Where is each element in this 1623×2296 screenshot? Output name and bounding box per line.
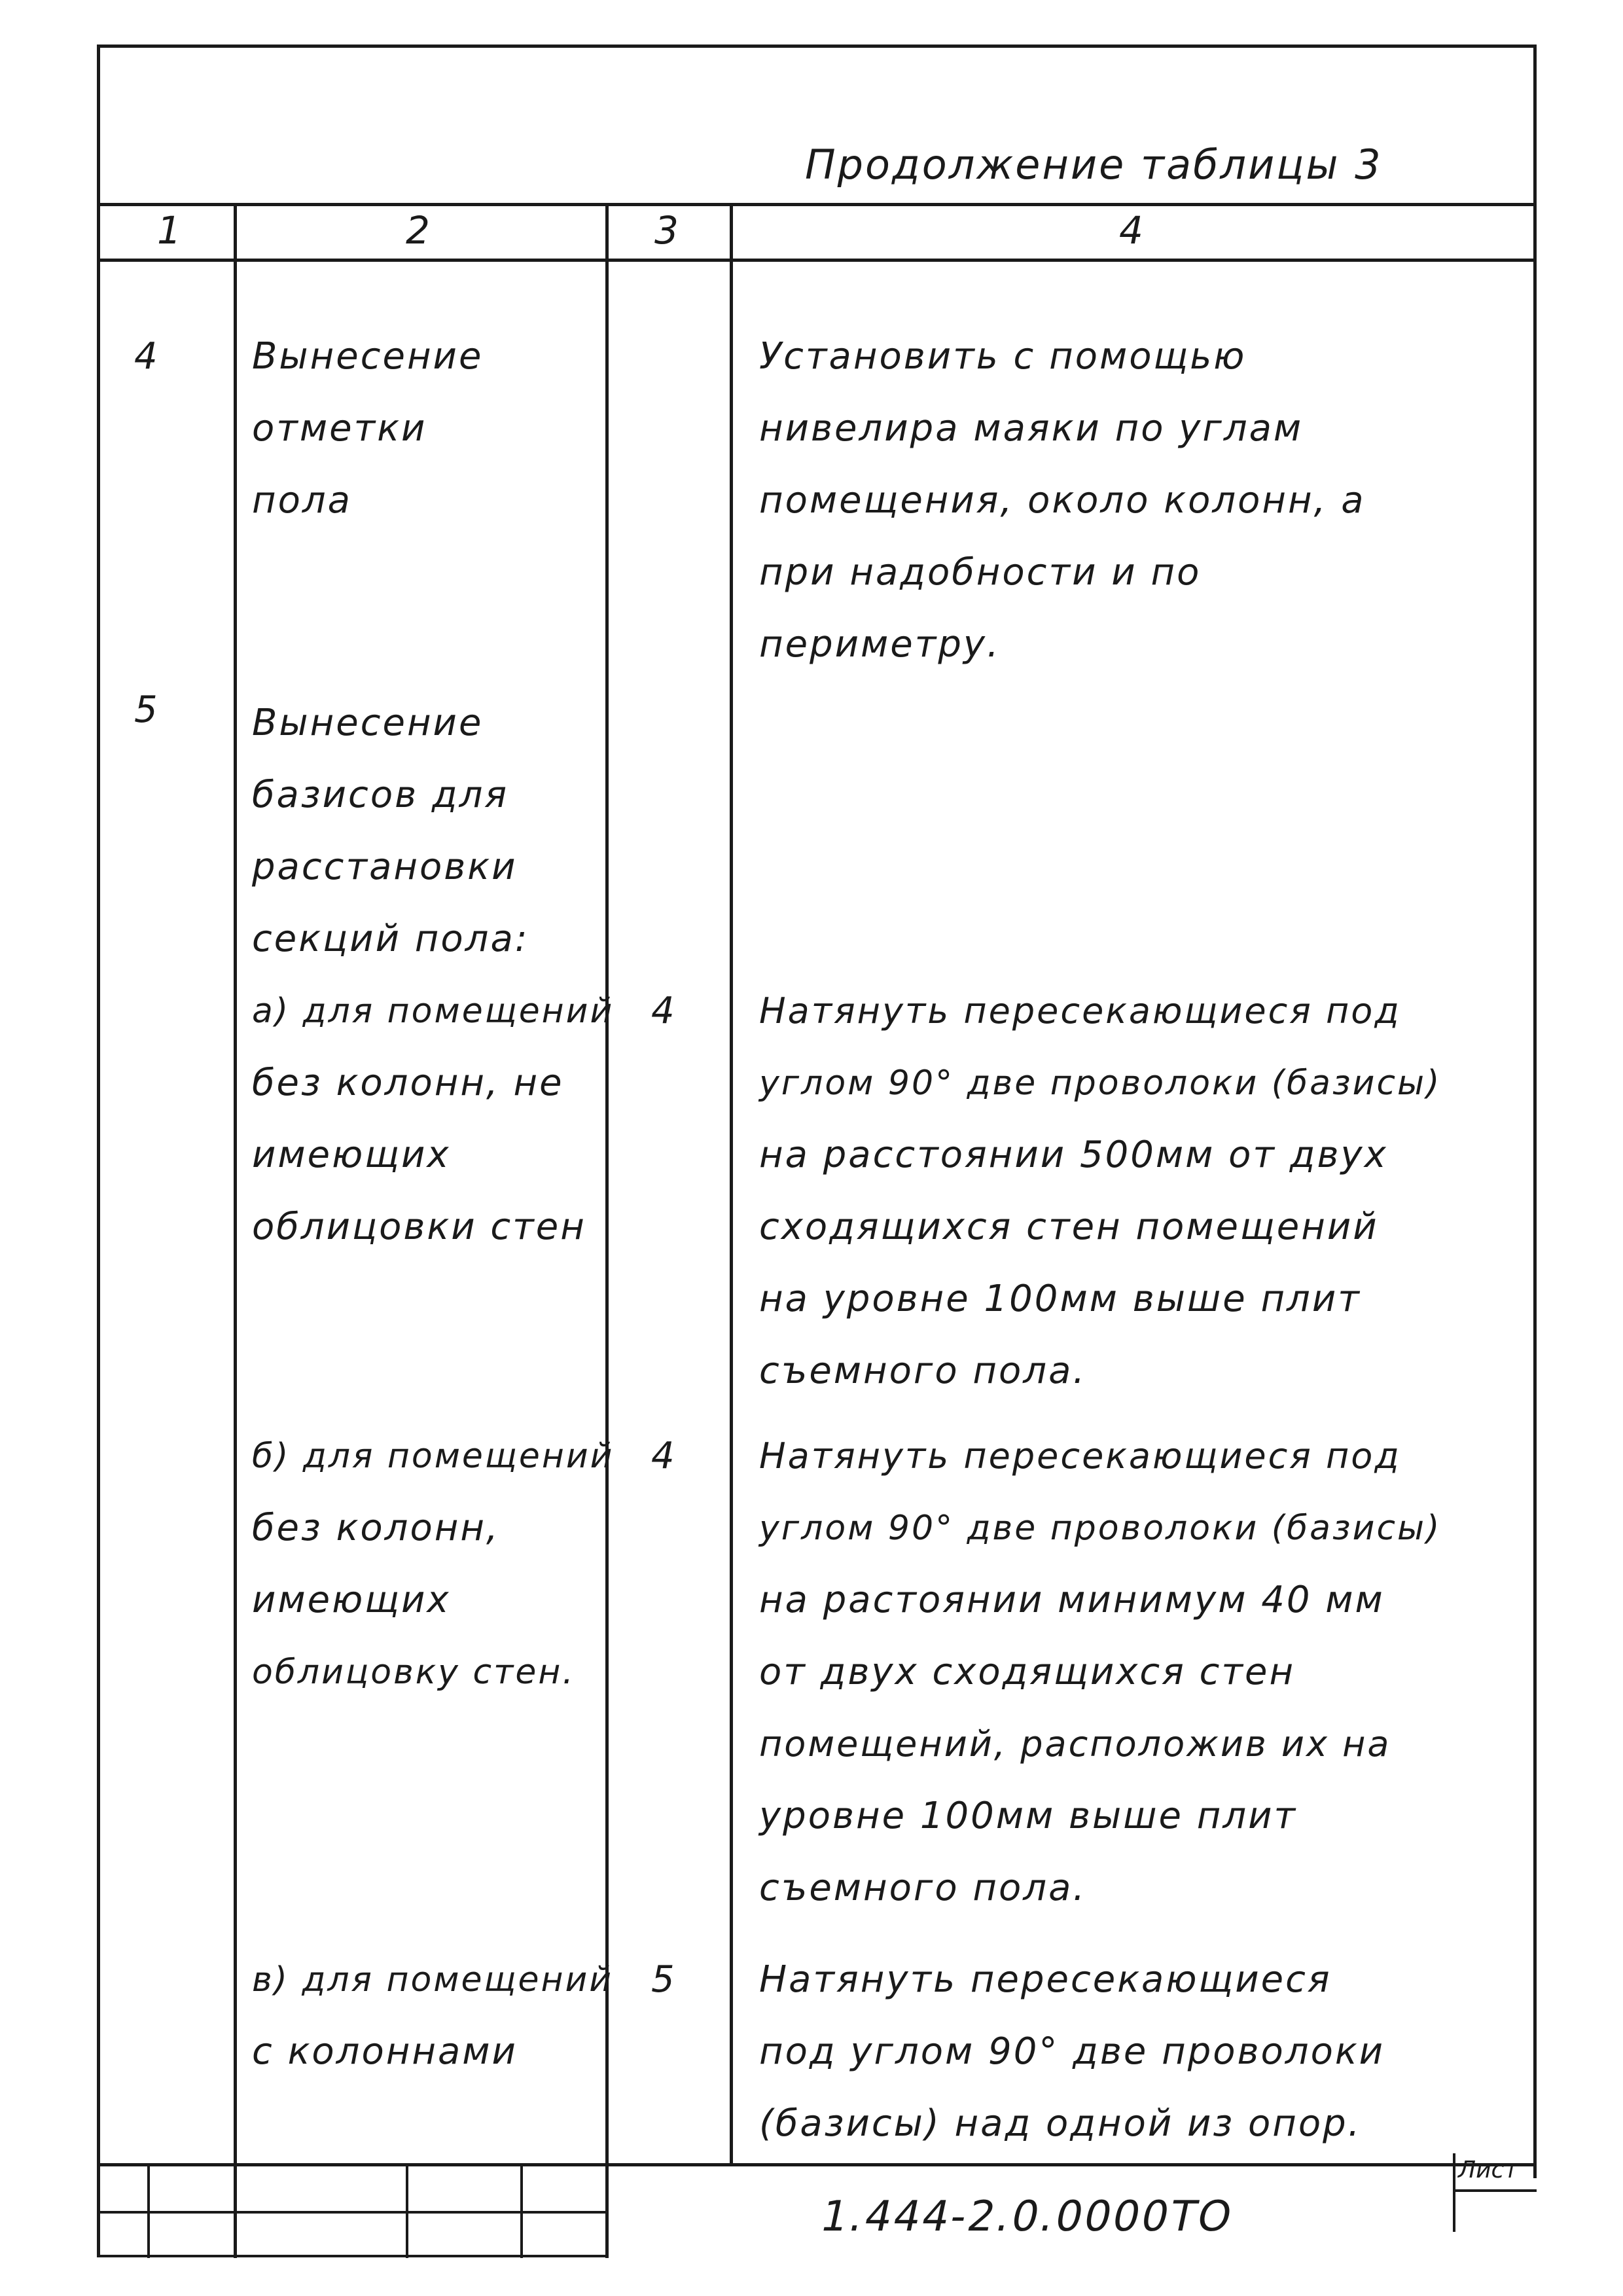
row-num: 5 <box>134 689 160 731</box>
work-line: в) для помещений <box>252 1960 614 2000</box>
desc-line: помещения, около колонн, а <box>759 479 1366 522</box>
work-line: а) для помещений <box>252 992 615 1031</box>
frame-outer-right <box>1533 45 1537 2178</box>
stamp-vline-b <box>406 2163 408 2258</box>
header-top-line <box>97 203 1537 206</box>
desc-line: периметру. <box>759 623 1001 666</box>
document-code: 1.444-2.0.0000ТО <box>816 2193 1238 2241</box>
desc-line: от двух сходящихся стен <box>759 1651 1296 1693</box>
col-divider-1 <box>234 203 237 2258</box>
desc-line: нивелира маяки по углам <box>759 407 1304 450</box>
work-line: отметки <box>252 407 427 450</box>
desc-line: Натянуть пересекающиеся <box>759 1958 1332 2001</box>
row-value: 5 <box>651 1958 677 2001</box>
desc-line: помещений, расположив их на <box>759 1723 1391 1765</box>
row-value: 4 <box>651 1435 677 1477</box>
col-divider-3 <box>730 203 733 2166</box>
header-bottom-line <box>97 259 1537 262</box>
work-line: имеющих <box>252 1134 451 1176</box>
work-line: пола <box>252 479 352 522</box>
header-col1: 1 <box>157 208 183 253</box>
work-line: без колонн, не <box>252 1062 564 1104</box>
work-line: Вынесение <box>252 702 484 744</box>
desc-line: уровне 100мм выше плит <box>759 1795 1298 1837</box>
stamp-mid-line <box>97 2211 607 2214</box>
desc-line: сходящихся стен помещений <box>759 1206 1379 1248</box>
work-line: без колонн, <box>252 1507 500 1549</box>
desc-line: (базисы) над одной из опор. <box>759 2102 1362 2145</box>
sheet-label: Лист <box>1458 2157 1518 2183</box>
desc-line: Установить с помощью <box>759 335 1247 378</box>
desc-line: Натянуть пересекающиеся под <box>759 1435 1401 1477</box>
sheet-box-mid <box>1453 2189 1537 2192</box>
header-col4: 4 <box>1119 208 1145 253</box>
row-num: 4 <box>134 335 160 378</box>
work-line: Вынесение <box>252 335 484 378</box>
stamp-top-line <box>97 2163 1537 2166</box>
desc-line: под углом 90° две проволоки <box>759 2030 1385 2073</box>
work-line: базисов для <box>252 774 509 816</box>
work-line: имеющих <box>252 1579 451 1621</box>
desc-line: съемного пола. <box>759 1867 1087 1909</box>
desc-line: Натянуть пересекающиеся под <box>759 990 1401 1031</box>
work-line: облицовку стен. <box>252 1653 575 1692</box>
desc-line: углом 90° две проволоки (базисы) <box>759 1064 1442 1103</box>
desc-line: при надобности и по <box>759 551 1202 594</box>
sheet-box-left <box>1453 2153 1455 2232</box>
work-line: облицовки стен <box>252 1206 586 1248</box>
work-line: расстановки <box>252 846 518 888</box>
work-line: б) для помещений <box>252 1437 615 1476</box>
desc-line: на растоянии минимум 40 мм <box>759 1579 1385 1621</box>
row-value: 4 <box>651 990 677 1032</box>
desc-line: на уровне 100мм выше плит <box>759 1278 1361 1320</box>
header-col3: 3 <box>654 208 681 253</box>
work-line: секций пола: <box>252 918 529 960</box>
stamp-vline-c <box>520 2163 523 2258</box>
stamp-bottom-line <box>97 2255 607 2257</box>
desc-line: на расстоянии 500мм от двух <box>759 1134 1388 1176</box>
desc-line: углом 90° две проволоки (базисы) <box>759 1509 1442 1548</box>
desc-line: съемного пола. <box>759 1350 1087 1392</box>
work-line: с колоннами <box>252 2030 518 2073</box>
continuation-title: Продолжение таблицы 3 <box>805 141 1383 188</box>
frame-outer-top <box>97 45 1537 48</box>
stamp-vline-a <box>147 2163 150 2258</box>
header-col2: 2 <box>406 208 432 253</box>
frame-outer-left <box>97 45 100 2257</box>
